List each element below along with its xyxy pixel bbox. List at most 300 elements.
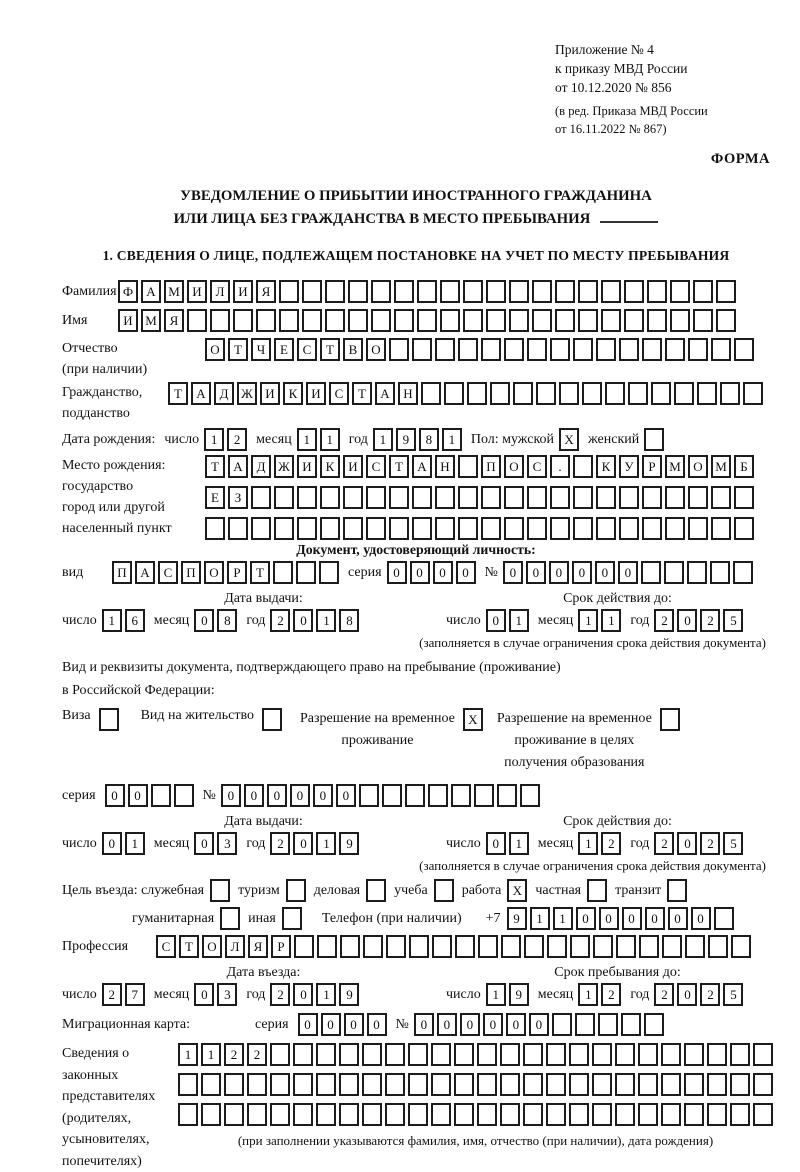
form-cell[interactable] xyxy=(481,486,501,509)
form-cell[interactable]: 2 xyxy=(270,609,290,632)
form-cell[interactable]: Т xyxy=(389,455,409,478)
form-cell[interactable]: 8 xyxy=(419,428,439,451)
form-cell[interactable] xyxy=(552,1013,572,1036)
form-cell[interactable]: С xyxy=(527,455,547,478)
form-cell[interactable] xyxy=(753,1043,773,1066)
form-cell[interactable] xyxy=(187,309,207,332)
form-cell[interactable]: 0 xyxy=(677,832,697,855)
form-cell[interactable] xyxy=(716,309,736,332)
form-cell[interactable] xyxy=(573,486,593,509)
form-cell[interactable] xyxy=(615,1043,635,1066)
form-cell[interactable]: А xyxy=(135,561,155,584)
form-cell[interactable] xyxy=(302,309,322,332)
form-cell[interactable] xyxy=(532,309,552,332)
form-cell[interactable]: 2 xyxy=(601,983,621,1006)
form-cell[interactable]: 1 xyxy=(530,907,550,930)
form-cell[interactable]: 1 xyxy=(316,983,336,1006)
form-cell[interactable] xyxy=(559,382,579,405)
form-cell[interactable] xyxy=(412,517,432,540)
form-cell[interactable]: 1 xyxy=(553,907,573,930)
form-cell[interactable]: Ч xyxy=(251,338,271,361)
form-cell[interactable]: 0 xyxy=(618,561,638,584)
form-cell[interactable] xyxy=(454,1103,474,1126)
form-cell[interactable]: 0 xyxy=(668,907,688,930)
form-cell[interactable] xyxy=(587,879,607,902)
form-cell[interactable] xyxy=(431,1103,451,1126)
form-cell[interactable] xyxy=(481,338,501,361)
form-cell[interactable]: 2 xyxy=(247,1043,267,1066)
form-cell[interactable]: 8 xyxy=(217,609,237,632)
form-cell[interactable]: 2 xyxy=(102,983,122,1006)
form-cell[interactable]: 0 xyxy=(691,907,711,930)
form-cell[interactable] xyxy=(339,1073,359,1096)
form-cell[interactable]: 1 xyxy=(320,428,340,451)
form-cell[interactable] xyxy=(371,280,391,303)
form-cell[interactable] xyxy=(151,784,171,807)
form-cell[interactable]: 0 xyxy=(622,907,642,930)
form-cell[interactable]: 0 xyxy=(387,561,407,584)
form-cell[interactable] xyxy=(628,382,648,405)
form-cell[interactable]: Л xyxy=(225,935,245,958)
form-cell[interactable]: О xyxy=(504,455,524,478)
form-cell[interactable] xyxy=(501,935,521,958)
form-cell[interactable]: 0 xyxy=(645,907,665,930)
form-cell[interactable] xyxy=(435,486,455,509)
form-cell[interactable]: 0 xyxy=(102,832,122,855)
form-cell[interactable]: 0 xyxy=(367,1013,387,1036)
form-cell[interactable] xyxy=(662,935,682,958)
form-cell[interactable]: 8 xyxy=(339,609,359,632)
form-cell[interactable]: Я xyxy=(256,280,276,303)
form-cell[interactable]: К xyxy=(283,382,303,405)
form-cell[interactable] xyxy=(486,280,506,303)
form-cell[interactable] xyxy=(601,309,621,332)
form-cell[interactable] xyxy=(665,517,685,540)
form-cell[interactable] xyxy=(667,879,687,902)
form-cell[interactable] xyxy=(619,486,639,509)
form-cell[interactable] xyxy=(573,517,593,540)
form-cell[interactable] xyxy=(605,382,625,405)
form-cell[interactable]: 2 xyxy=(224,1043,244,1066)
form-cell[interactable] xyxy=(408,1103,428,1126)
form-cell[interactable]: О xyxy=(205,338,225,361)
form-cell[interactable]: 0 xyxy=(460,1013,480,1036)
form-cell[interactable] xyxy=(99,708,119,731)
form-cell[interactable] xyxy=(708,935,728,958)
form-cell[interactable]: Е xyxy=(274,338,294,361)
form-cell[interactable] xyxy=(693,309,713,332)
form-cell[interactable]: Т xyxy=(228,338,248,361)
form-cell[interactable]: 2 xyxy=(700,983,720,1006)
form-cell[interactable] xyxy=(224,1103,244,1126)
form-cell[interactable]: И xyxy=(343,455,363,478)
form-cell[interactable] xyxy=(664,561,684,584)
form-cell[interactable] xyxy=(615,1103,635,1126)
form-cell[interactable] xyxy=(714,907,734,930)
form-cell[interactable]: X xyxy=(507,879,527,902)
form-cell[interactable]: 1 xyxy=(509,609,529,632)
form-cell[interactable]: А xyxy=(141,280,161,303)
form-cell[interactable] xyxy=(431,1043,451,1066)
form-cell[interactable] xyxy=(279,280,299,303)
form-cell[interactable] xyxy=(270,1043,290,1066)
form-cell[interactable]: 0 xyxy=(313,784,333,807)
form-cell[interactable] xyxy=(481,517,501,540)
form-cell[interactable]: . xyxy=(550,455,570,478)
form-cell[interactable]: 0 xyxy=(483,1013,503,1036)
form-cell[interactable] xyxy=(408,1073,428,1096)
form-cell[interactable] xyxy=(458,455,478,478)
form-cell[interactable]: 0 xyxy=(437,1013,457,1036)
form-cell[interactable] xyxy=(616,935,636,958)
form-cell[interactable] xyxy=(421,382,441,405)
form-cell[interactable]: 9 xyxy=(396,428,416,451)
form-cell[interactable] xyxy=(639,935,659,958)
form-cell[interactable] xyxy=(644,428,664,451)
form-cell[interactable]: 0 xyxy=(321,1013,341,1036)
form-cell[interactable] xyxy=(500,1103,520,1126)
form-cell[interactable] xyxy=(573,338,593,361)
form-cell[interactable] xyxy=(319,561,339,584)
form-cell[interactable] xyxy=(524,935,544,958)
form-cell[interactable]: 3 xyxy=(217,983,237,1006)
form-cell[interactable] xyxy=(409,935,429,958)
form-cell[interactable] xyxy=(596,517,616,540)
form-cell[interactable]: Ф xyxy=(118,280,138,303)
form-cell[interactable]: Т xyxy=(179,935,199,958)
form-cell[interactable]: 0 xyxy=(595,561,615,584)
form-cell[interactable] xyxy=(536,382,556,405)
form-cell[interactable]: С xyxy=(158,561,178,584)
form-cell[interactable] xyxy=(642,338,662,361)
form-cell[interactable] xyxy=(674,382,694,405)
form-cell[interactable]: 1 xyxy=(204,428,224,451)
form-cell[interactable] xyxy=(454,1073,474,1096)
form-cell[interactable] xyxy=(417,309,437,332)
form-cell[interactable] xyxy=(325,280,345,303)
form-cell[interactable] xyxy=(317,935,337,958)
form-cell[interactable] xyxy=(570,935,590,958)
form-cell[interactable]: 0 xyxy=(336,784,356,807)
form-cell[interactable] xyxy=(661,1103,681,1126)
form-cell[interactable]: 0 xyxy=(599,907,619,930)
form-cell[interactable]: 0 xyxy=(194,983,214,1006)
form-cell[interactable]: З xyxy=(228,486,248,509)
form-cell[interactable] xyxy=(638,1073,658,1096)
form-cell[interactable]: П xyxy=(181,561,201,584)
form-cell[interactable] xyxy=(256,309,276,332)
form-cell[interactable]: 1 xyxy=(578,983,598,1006)
form-cell[interactable] xyxy=(665,338,685,361)
form-cell[interactable]: Д xyxy=(251,455,271,478)
form-cell[interactable] xyxy=(286,879,306,902)
form-cell[interactable] xyxy=(371,309,391,332)
form-cell[interactable] xyxy=(273,561,293,584)
form-cell[interactable]: 0 xyxy=(410,561,430,584)
form-cell[interactable] xyxy=(734,338,754,361)
form-cell[interactable] xyxy=(592,1103,612,1126)
form-cell[interactable]: 1 xyxy=(201,1043,221,1066)
form-cell[interactable] xyxy=(734,517,754,540)
form-cell[interactable]: 2 xyxy=(700,609,720,632)
form-cell[interactable] xyxy=(440,309,460,332)
form-cell[interactable]: К xyxy=(596,455,616,478)
form-cell[interactable]: И xyxy=(187,280,207,303)
form-cell[interactable] xyxy=(247,1073,267,1096)
form-cell[interactable]: А xyxy=(228,455,248,478)
form-cell[interactable] xyxy=(362,1043,382,1066)
form-cell[interactable] xyxy=(527,517,547,540)
form-cell[interactable] xyxy=(711,338,731,361)
form-cell[interactable]: У xyxy=(619,455,639,478)
form-cell[interactable]: 2 xyxy=(270,983,290,1006)
form-cell[interactable] xyxy=(458,486,478,509)
form-cell[interactable]: 0 xyxy=(414,1013,434,1036)
form-cell[interactable] xyxy=(509,280,529,303)
form-cell[interactable] xyxy=(753,1073,773,1096)
form-cell[interactable] xyxy=(711,486,731,509)
form-cell[interactable]: 1 xyxy=(297,428,317,451)
form-cell[interactable] xyxy=(693,280,713,303)
form-cell[interactable] xyxy=(504,517,524,540)
form-cell[interactable] xyxy=(362,1073,382,1096)
form-cell[interactable] xyxy=(339,1103,359,1126)
form-cell[interactable] xyxy=(546,1073,566,1096)
form-cell[interactable] xyxy=(644,1013,664,1036)
form-cell[interactable]: 0 xyxy=(293,983,313,1006)
form-cell[interactable] xyxy=(642,517,662,540)
form-cell[interactable]: 2 xyxy=(601,832,621,855)
form-cell[interactable]: О xyxy=(366,338,386,361)
form-cell[interactable]: Я xyxy=(248,935,268,958)
form-cell[interactable] xyxy=(274,486,294,509)
form-cell[interactable] xyxy=(569,1073,589,1096)
form-cell[interactable]: Б xyxy=(734,455,754,478)
form-cell[interactable]: 0 xyxy=(486,832,506,855)
form-cell[interactable] xyxy=(444,382,464,405)
form-cell[interactable] xyxy=(573,455,593,478)
form-cell[interactable]: 1 xyxy=(486,983,506,1006)
form-cell[interactable] xyxy=(504,486,524,509)
form-cell[interactable]: 0 xyxy=(293,832,313,855)
form-cell[interactable]: 0 xyxy=(456,561,476,584)
form-cell[interactable]: 6 xyxy=(125,609,145,632)
form-cell[interactable] xyxy=(688,517,708,540)
form-cell[interactable] xyxy=(615,1073,635,1096)
form-cell[interactable]: 1 xyxy=(125,832,145,855)
form-cell[interactable] xyxy=(497,784,517,807)
form-cell[interactable]: 0 xyxy=(503,561,523,584)
form-cell[interactable] xyxy=(601,280,621,303)
form-cell[interactable] xyxy=(569,1043,589,1066)
form-cell[interactable] xyxy=(665,486,685,509)
form-cell[interactable] xyxy=(523,1043,543,1066)
form-cell[interactable]: 1 xyxy=(578,609,598,632)
form-cell[interactable] xyxy=(294,935,314,958)
form-cell[interactable]: 1 xyxy=(442,428,462,451)
form-cell[interactable]: 0 xyxy=(344,1013,364,1036)
form-cell[interactable] xyxy=(339,1043,359,1066)
form-cell[interactable] xyxy=(458,517,478,540)
form-cell[interactable] xyxy=(596,338,616,361)
form-cell[interactable] xyxy=(320,517,340,540)
form-cell[interactable]: 1 xyxy=(578,832,598,855)
form-cell[interactable] xyxy=(688,338,708,361)
form-cell[interactable]: О xyxy=(688,455,708,478)
form-cell[interactable]: Т xyxy=(352,382,372,405)
form-cell[interactable] xyxy=(638,1103,658,1126)
form-cell[interactable]: X xyxy=(559,428,579,451)
form-cell[interactable] xyxy=(490,382,510,405)
form-cell[interactable]: Т xyxy=(205,455,225,478)
form-cell[interactable]: Е xyxy=(205,486,225,509)
form-cell[interactable] xyxy=(550,338,570,361)
form-cell[interactable]: 0 xyxy=(506,1013,526,1036)
form-cell[interactable] xyxy=(210,309,230,332)
form-cell[interactable] xyxy=(262,708,282,731)
form-cell[interactable] xyxy=(734,486,754,509)
form-cell[interactable]: 1 xyxy=(601,609,621,632)
form-cell[interactable] xyxy=(178,1103,198,1126)
form-cell[interactable]: 3 xyxy=(217,832,237,855)
form-cell[interactable]: С xyxy=(329,382,349,405)
form-cell[interactable] xyxy=(412,338,432,361)
form-cell[interactable] xyxy=(382,784,402,807)
form-cell[interactable] xyxy=(596,486,616,509)
form-cell[interactable] xyxy=(527,486,547,509)
form-cell[interactable] xyxy=(500,1073,520,1096)
form-cell[interactable]: Т xyxy=(320,338,340,361)
form-cell[interactable] xyxy=(716,280,736,303)
form-cell[interactable] xyxy=(282,907,302,930)
form-cell[interactable]: 2 xyxy=(227,428,247,451)
form-cell[interactable]: Н xyxy=(435,455,455,478)
form-cell[interactable] xyxy=(527,338,547,361)
form-cell[interactable] xyxy=(670,280,690,303)
form-cell[interactable] xyxy=(297,486,317,509)
form-cell[interactable] xyxy=(455,935,475,958)
form-cell[interactable] xyxy=(731,935,751,958)
form-cell[interactable]: 9 xyxy=(339,832,359,855)
form-cell[interactable] xyxy=(486,309,506,332)
form-cell[interactable] xyxy=(532,280,552,303)
form-cell[interactable] xyxy=(205,517,225,540)
form-cell[interactable] xyxy=(359,784,379,807)
form-cell[interactable] xyxy=(621,1013,641,1036)
form-cell[interactable] xyxy=(348,280,368,303)
form-cell[interactable] xyxy=(279,309,299,332)
form-cell[interactable] xyxy=(385,1073,405,1096)
form-cell[interactable]: 5 xyxy=(723,832,743,855)
form-cell[interactable]: 0 xyxy=(290,784,310,807)
form-cell[interactable]: П xyxy=(112,561,132,584)
form-cell[interactable] xyxy=(638,1043,658,1066)
form-cell[interactable]: О xyxy=(202,935,222,958)
form-cell[interactable] xyxy=(598,1013,618,1036)
form-cell[interactable]: С xyxy=(156,935,176,958)
form-cell[interactable]: 0 xyxy=(128,784,148,807)
form-cell[interactable]: М xyxy=(665,455,685,478)
form-cell[interactable] xyxy=(247,1103,267,1126)
form-cell[interactable] xyxy=(210,879,230,902)
form-cell[interactable] xyxy=(477,1073,497,1096)
form-cell[interactable] xyxy=(569,1103,589,1126)
form-cell[interactable]: 0 xyxy=(194,609,214,632)
form-cell[interactable] xyxy=(174,784,194,807)
form-cell[interactable] xyxy=(362,1103,382,1126)
form-cell[interactable] xyxy=(546,1103,566,1126)
form-cell[interactable]: 2 xyxy=(654,609,674,632)
form-cell[interactable]: 0 xyxy=(677,983,697,1006)
form-cell[interactable] xyxy=(661,1073,681,1096)
form-cell[interactable] xyxy=(405,784,425,807)
form-cell[interactable] xyxy=(432,935,452,958)
form-cell[interactable] xyxy=(624,280,644,303)
form-cell[interactable]: С xyxy=(297,338,317,361)
form-cell[interactable] xyxy=(707,1103,727,1126)
form-cell[interactable] xyxy=(619,338,639,361)
form-cell[interactable] xyxy=(743,382,763,405)
form-cell[interactable]: Т xyxy=(250,561,270,584)
form-cell[interactable] xyxy=(730,1043,750,1066)
form-cell[interactable]: Н xyxy=(398,382,418,405)
form-cell[interactable] xyxy=(293,1073,313,1096)
form-cell[interactable]: 0 xyxy=(298,1013,318,1036)
form-cell[interactable] xyxy=(555,280,575,303)
form-cell[interactable] xyxy=(477,1103,497,1126)
form-cell[interactable] xyxy=(642,486,662,509)
form-cell[interactable] xyxy=(684,1103,704,1126)
form-cell[interactable] xyxy=(394,309,414,332)
form-cell[interactable] xyxy=(660,708,680,731)
form-cell[interactable] xyxy=(293,1103,313,1126)
form-cell[interactable]: Л xyxy=(210,280,230,303)
form-cell[interactable]: 0 xyxy=(576,907,596,930)
form-cell[interactable] xyxy=(520,784,540,807)
form-cell[interactable] xyxy=(710,561,730,584)
form-cell[interactable] xyxy=(546,1043,566,1066)
form-cell[interactable] xyxy=(592,1043,612,1066)
form-cell[interactable] xyxy=(684,1073,704,1096)
form-cell[interactable] xyxy=(201,1073,221,1096)
form-cell[interactable] xyxy=(454,1043,474,1066)
form-cell[interactable]: И xyxy=(118,309,138,332)
form-cell[interactable]: 0 xyxy=(549,561,569,584)
form-cell[interactable] xyxy=(348,309,368,332)
form-cell[interactable]: 0 xyxy=(221,784,241,807)
form-cell[interactable]: X xyxy=(463,708,483,731)
form-cell[interactable] xyxy=(513,382,533,405)
form-cell[interactable]: 1 xyxy=(178,1043,198,1066)
form-cell[interactable] xyxy=(440,280,460,303)
form-cell[interactable] xyxy=(389,486,409,509)
form-cell[interactable] xyxy=(711,517,731,540)
form-cell[interactable] xyxy=(316,1073,336,1096)
form-cell[interactable] xyxy=(547,935,567,958)
form-cell[interactable] xyxy=(201,1103,221,1126)
form-cell[interactable] xyxy=(394,280,414,303)
form-cell[interactable] xyxy=(733,561,753,584)
form-cell[interactable] xyxy=(474,784,494,807)
form-cell[interactable] xyxy=(720,382,740,405)
form-cell[interactable]: 9 xyxy=(509,983,529,1006)
form-cell[interactable] xyxy=(224,1073,244,1096)
form-cell[interactable]: 2 xyxy=(270,832,290,855)
form-cell[interactable] xyxy=(707,1043,727,1066)
form-cell[interactable]: 9 xyxy=(507,907,527,930)
form-cell[interactable] xyxy=(366,879,386,902)
form-cell[interactable] xyxy=(661,1043,681,1066)
